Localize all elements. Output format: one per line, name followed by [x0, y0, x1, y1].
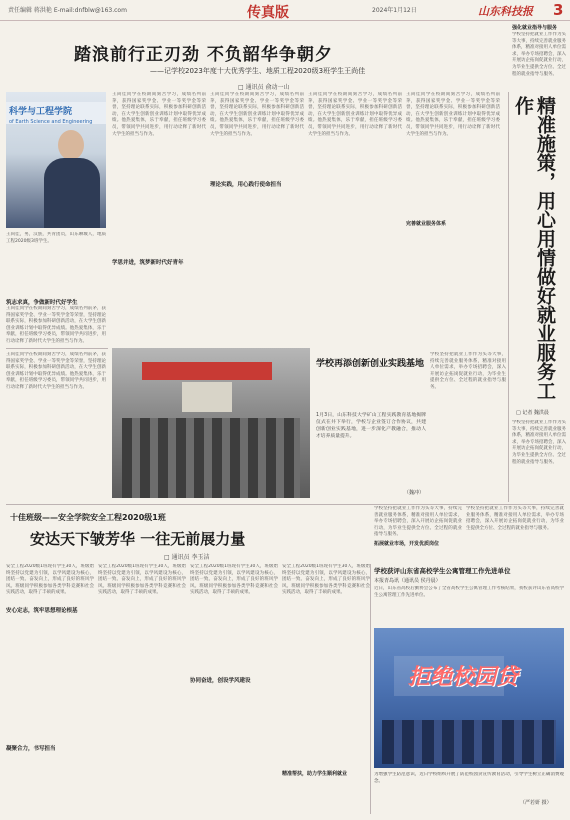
- right-body-top: 学校坚持把就业工作作为头等大事，持续完善就业服务体系，精准对接用人单位需求，举办专场招聘会，深入开展访企拓岗促就业行动，为毕业生提供全方位、全过程的就业指导与服务。: [512, 32, 566, 77]
- photo-sign-board: [6, 102, 106, 124]
- loan-photo-credit: （严若妍 摄）: [520, 800, 552, 806]
- lead-body-col4: 王尚佳同学在校期间刻苦学习，成绩名列前茅，获得国家奖学金、学业一等奖学金等荣誉，坚持理论联系实际，积极参加科研创新活动，在大学生创新创业训练计划中取得优异成绩。他热爱集体，乐于奉献，担任班级学习委员，带领同学共同进步，用行动诠释了新时代大学生的担当与作为。: [308, 92, 402, 137]
- safety-heading-2: 协同奋进，创设学风建设: [190, 678, 251, 684]
- lead-byline: □ 通讯员 俞动一山: [238, 84, 290, 91]
- right-heading-a: 完善就业服务体系: [406, 221, 447, 227]
- safety-heading-3: 凝聚合力，书写担当: [6, 746, 56, 752]
- section-heading-1: 学思并进，筑梦新时代好青年: [112, 260, 184, 266]
- photo-slogan: 拒绝校园贷: [408, 665, 519, 690]
- masthead: [0, 0, 570, 21]
- photo-caption: 王尚佳，男，汉族，共青团员，山东聊城人，地质工程2020级3班学生。: [6, 232, 106, 244]
- right-byline: □ 记者 魏洪晨: [516, 410, 549, 416]
- lead-body-col5: 王尚佳同学在校期间刻苦学习，成绩名列前茅，获得国家奖学金、学业一等奖学金等荣誉，坚持理论联系实际，积极参加科研创新活动，在大学生创新创业训练计划中取得优异成绩。他热爱集体，乐于奉献，担任班级学习委员，带领同学共同进步，用行动诠释了新时代大学生的担当与作为。: [406, 92, 500, 137]
- page-number: 3: [553, 1, 564, 19]
- photo-sign-en: of Earth Science and Engineering: [9, 119, 93, 125]
- paper-logo: 山东科技报: [478, 5, 533, 18]
- lead-subtitle: ——记学校2023年度十大优秀学生、地质工程2020级3班学生王尚佳: [150, 67, 366, 75]
- right-body-continued-2: 学校坚持把就业工作作为头等大事，持续完善就业服务体系，精准对接用人单位需求，举办专场招聘会，深入开展访企拓岗促就业行动，为毕业生提供全方位、全过程的就业指导与服务。: [466, 506, 564, 531]
- photo-sign-text: 科学与工程学院: [9, 107, 73, 117]
- lead-body-col3: 王尚佳同学在校期间刻苦学习，成绩名列前茅，获得国家奖学金、学业一等奖学金等荣誉，坚持理论联系实际，积极参加科研创新活动，在大学生创新创业训练计划中取得优异成绩。他热爱集体，乐于奉献，担任班级学习委员，带领同学共同进步，用行动诠释了新时代大学生的担当与作为。: [210, 92, 304, 137]
- column-divider: [508, 92, 509, 502]
- section-name: 传真版: [247, 5, 289, 21]
- campus-title: 学校再添创新创业实践基地: [316, 359, 425, 369]
- campus-credit: （魏冲）: [404, 490, 425, 496]
- safety-headline: 安达天下皱芳华 一往无前展力量: [30, 530, 246, 548]
- lead-headline: 踏浪前行正刃劲 不负韶华争朝夕: [74, 45, 333, 65]
- right-heading-b: 强化就业指导与服务: [512, 25, 558, 31]
- person-body: [44, 158, 100, 228]
- issue-date: 2024年1月12日: [372, 7, 417, 14]
- award-byline: 本报青岛讯（通讯员 侯丹晨）: [374, 578, 441, 584]
- safety-col2: 安全工程2020级1班现有学生30人，班级始终坚持以党建为引领，以学风建设为核心，团结一致、奋发向上，形成了良好的班风学风。班级同学积极参加各类学科竞赛和社会实践活动，取得了丰硕的成果。: [98, 564, 186, 596]
- award-text: 近日，山东省高校后勤协会公布了全省高校学生公寓管理工作考核结果，我校获评山东省高校学生公寓管理工作先进单位。: [374, 586, 564, 598]
- safety-col4: 安全工程2020级1班现有学生30人，班级始终坚持以党建为引领，以学风建设为核心，团结一致、奋发向上，形成了良好的班风学风。班级同学积极参加各类学科竞赛和社会实践活动，取得了丰硕的成果。: [282, 564, 370, 596]
- plaque: [182, 382, 232, 412]
- campus-loan-photo: [374, 628, 564, 768]
- safety-kicker: 十佳班级——安全学院安全工程2020级1班: [10, 513, 166, 522]
- right-body: 学校坚持把就业工作作为头等大事，持续完善就业服务体系，精准对接用人单位需求，举办专场招聘会，深入开展访企拓岗促就业行动，为毕业生提供全方位、全过程的就业指导与服务。: [512, 420, 566, 465]
- lead-body-col2: 王尚佳同学在校期间刻苦学习，成绩名列前茅，获得国家奖学金、学业一等奖学金等荣誉，坚持理论联系实际，积极参加科研创新活动，在大学生创新创业训练计划中取得优异成绩。他热爱集体，乐于奉献，担任班级学习委员，带领同学共同进步，用行动诠释了新时代大学生的担当与作为。: [112, 92, 206, 137]
- campus-text: 1月3日，山东科技大学矿山工程实践教育基地揭牌仪式在井下举行，学校与企业签订合作协议，共建创新创业实践基地，进一步深化产教融合，推动人才培养质量提升。: [316, 413, 426, 439]
- right-heading-d: 拓展就业市场，开发优质岗位: [374, 541, 440, 547]
- editor-info: 责任编辑 蒋洪艳 E-mail:dnfblw@163.com: [8, 7, 127, 14]
- divider: [6, 348, 108, 349]
- safety-byline: □ 通讯员 李玉洁: [164, 554, 210, 561]
- loan-photo-caption: 为增强学生防范意识，近日学校组织开展了防范校园贷宣传教育活动，引导学生树立正确消费观念。: [374, 772, 564, 784]
- student-photo: [6, 92, 106, 228]
- right-body-continued: 学校坚持把就业工作作为头等大事，持续完善就业服务体系，精准对接用人单位需求，举办专场招聘会，深入开展访企拓岗促就业行动，为毕业生提供全方位、全过程的就业指导与服务。: [374, 506, 462, 538]
- safety-heading-1: 安心定志，筑牢思想理论根基: [6, 608, 78, 614]
- audience: [382, 720, 556, 764]
- lead-body-col1: 王尚佳同学在校期间刻苦学习，成绩名列前茅，获得国家奖学金、学业一等奖学金等荣誉，坚持理论联系实际，积极参加科研创新活动，在大学生创新创业训练计划中取得优异成绩。他热爱集体，乐于奉献，担任班级学习委员，带领同学共同进步，用行动诠释了新时代大学生的担当与作为。: [6, 306, 106, 344]
- section-divider: [6, 504, 564, 505]
- awards-heading: 筑志求真，争做新时代好学生: [6, 300, 78, 306]
- red-banner: [142, 362, 272, 380]
- right-vertical-title: 精准施策，用心用情做好就业服务工作: [512, 96, 556, 400]
- award-headline: 学校获评山东省高校学生公寓管理工作先进单位: [374, 567, 511, 575]
- safety-col3: 安全工程2020级1班现有学生30人，班级始终坚持以党建为引领，以学风建设为核心，团结一致、奋发向上，形成了良好的班风学风。班级同学积极参加各类学科竞赛和社会实践活动，取得了丰硕的成果。: [190, 564, 278, 596]
- campus-photo: [112, 348, 310, 498]
- section-heading-2: 理论实践，用心践行使命担当: [210, 182, 282, 188]
- person-head: [58, 130, 84, 160]
- right-body-lower: 学校坚持把就业工作作为头等大事，持续完善就业服务体系，精准对接用人单位需求，举办专场招聘会，深入开展访企拓岗促就业行动，为毕业生提供全方位、全过程的就业指导与服务。: [430, 352, 506, 390]
- crowd: [122, 418, 300, 498]
- lead-body-extra: 王尚佳同学在校期间刻苦学习，成绩名列前茅，获得国家奖学金、学业一等奖学金等荣誉，坚持理论联系实际，积极参加科研创新活动，在大学生创新创业训练计划中取得优异成绩。他热爱集体，乐于奉献，担任班级学习委员，带领同学共同进步，用行动诠释了新时代大学生的担当与作为。: [6, 352, 106, 390]
- right-heading-c: 精准帮扶，助力学生顺利就业: [282, 771, 348, 777]
- safety-col1: 安全工程2020级1班现有学生30人，班级始终坚持以党建为引领，以学风建设为核心，团结一致、奋发向上，形成了良好的班风学风。班级同学积极参加各类学科竞赛和社会实践活动，取得了丰硕的成果。: [6, 564, 94, 596]
- column-divider-2: [370, 564, 371, 814]
